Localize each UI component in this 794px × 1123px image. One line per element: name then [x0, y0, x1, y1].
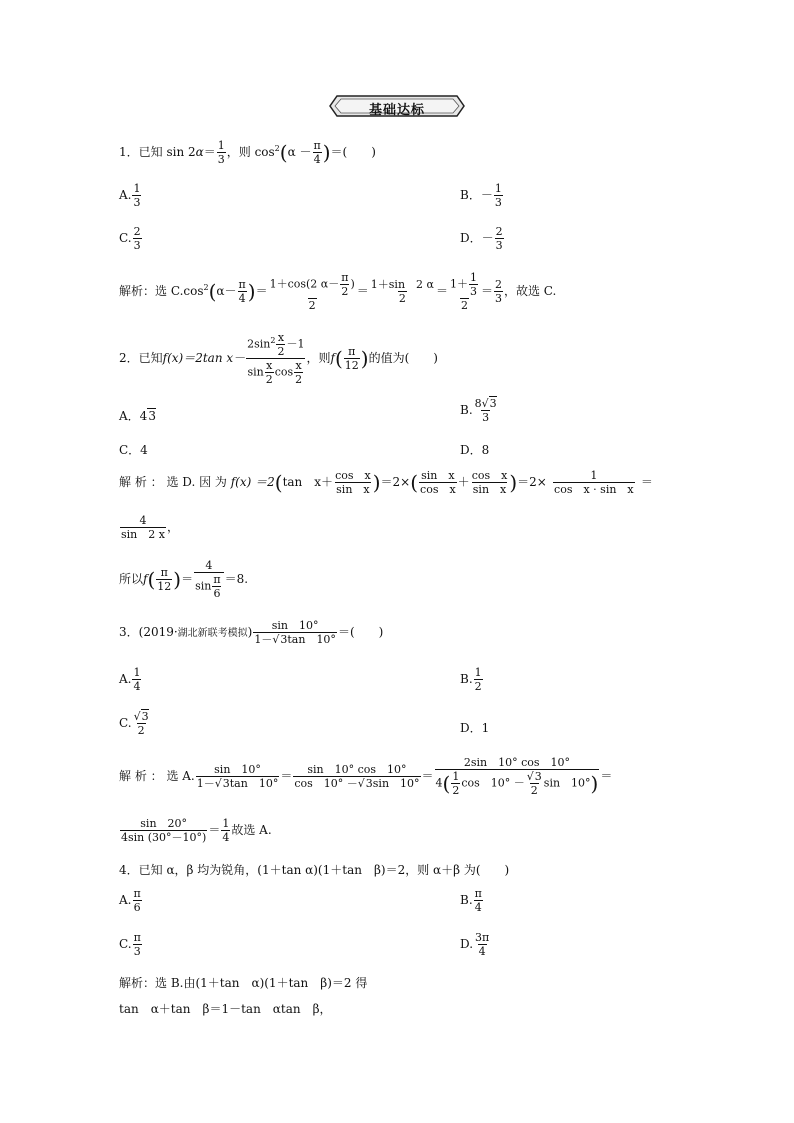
q4-stem: 4．已知 α，β 均为锐角，(1＋tan α)(1＋tan β)＝2，则 α＋β 为( ): [119, 863, 510, 877]
q1-solution: 解析：选 $C.\cos^2(\alpha-$ $\frac{\pi}{4}$ )＝ 1＋cos(2 α－ $\frac{\pi}{2}$ ) 2 ＝ $\frac{1+\sin 2 \alpha}{2}$ ＝ 1＋ $\frac{1}{3}$ 2 ＝ $\frac{2}{3}$ ，故选 C.: [119, 271, 557, 312]
q4-solution-line2: tan α＋tan β＝1－tan αtan β，: [119, 1002, 332, 1016]
q2-option-c[interactable]: C．4: [119, 443, 148, 457]
q1-stem: 1．已知 sin 2α＝ $\frac{1}{3}$ ，则 $\cos^2(\alpha$ － $\frac{\pi}{4}$ )＝( ): [119, 139, 376, 166]
q3-solution-line2: $\frac{\sin 20^\circ}{4\sin (30^\circ-10^\circ)}$ ＝ $\frac{1}{4}$ 故选 A.: [121, 817, 272, 844]
section-banner: [329, 95, 465, 117]
q1-option-b[interactable]: B．－ $\frac{1}{3}$: [460, 182, 502, 209]
banner-title: 基础达标: [368, 103, 425, 118]
q1-option-d[interactable]: D．－ $\frac{2}{3}$: [460, 225, 503, 252]
q3-option-b[interactable]: B. $\frac{1}{2}$: [460, 666, 482, 693]
q4-solution-line1: 解析：选 B.由(1＋tan α)(1＋tan β)＝2 得: [119, 976, 368, 990]
q4-option-c[interactable]: C. $\frac{\pi}{3}$: [119, 931, 141, 958]
q3-option-a[interactable]: A. $\frac{1}{4}$: [119, 666, 141, 693]
q1-option-c[interactable]: C. $\frac{2}{3}$: [119, 225, 141, 252]
q2-option-d[interactable]: D．8: [460, 443, 490, 457]
q2-option-a[interactable]: A．43: [119, 409, 156, 423]
q2-solution-line2: $\frac{4}{\sin 2 x}$ ，: [121, 514, 179, 541]
q4-option-b[interactable]: B. $\frac{\pi}{4}$: [460, 887, 482, 914]
q2-stem: 2．已知f(x)＝2tan x－ $2\sin^2$ $\frac{x}{2}$ －1 sin $\frac{x}{2}$ cos $\frac{x}{2}$ ，则f( $\frac{\pi}{12}$ )的值为( ): [119, 331, 438, 386]
q4-option-d[interactable]: D. $\frac{3\pi}{4}$: [460, 931, 490, 958]
q4-option-a[interactable]: A. $\frac{\pi}{6}$: [119, 887, 141, 914]
q3-option-d[interactable]: D．1: [460, 721, 490, 735]
q2-solution-line3: 所以f( $\frac{\pi}{12}$ )＝ 4 sin $\frac{\pi}{6}$ ＝8.: [119, 559, 249, 600]
q3-stem: 3．(2019·湖北新联考模拟) $\frac{\sin 10^\circ}{1-√3\tan 10^\circ}$ ＝( ): [119, 619, 384, 646]
q2-option-b[interactable]: B. $\frac{8√3}{3}$: [460, 397, 497, 424]
q3-solution-line1: 解 析 ： 选 A. $\frac{\sin 10^\circ}{1-√3\tan 10^\circ}$ ＝ $\frac{\sin 10^\circ \cos 10^\circ}{\cos 10^\circ -√3\sin 10^\circ}$ ＝ 2sin 10° cos 10° 4( $\frac{1}{2}$ cos 10° － $\frac{√3}{2}$ sin 10°) ＝: [119, 756, 613, 797]
q3-option-c[interactable]: C. $\frac{√3}{2}$: [119, 710, 149, 737]
q1-option-a[interactable]: A. $\frac{1}{3}$: [119, 182, 141, 209]
q2-solution-line1: 解 析 ： 选 D. 因 为 f(x) ＝2(tan x＋ $\frac{\text{cos x}}{\text{sin x}}$ )＝2×( $\frac{\text{sin x}}{\text{cos x}}$ ＋ $\frac{\text{cos x}}{\text{sin x}}$ )＝2× $\frac{1}{\text{cos x · sin x}}$ ＝: [119, 469, 653, 496]
